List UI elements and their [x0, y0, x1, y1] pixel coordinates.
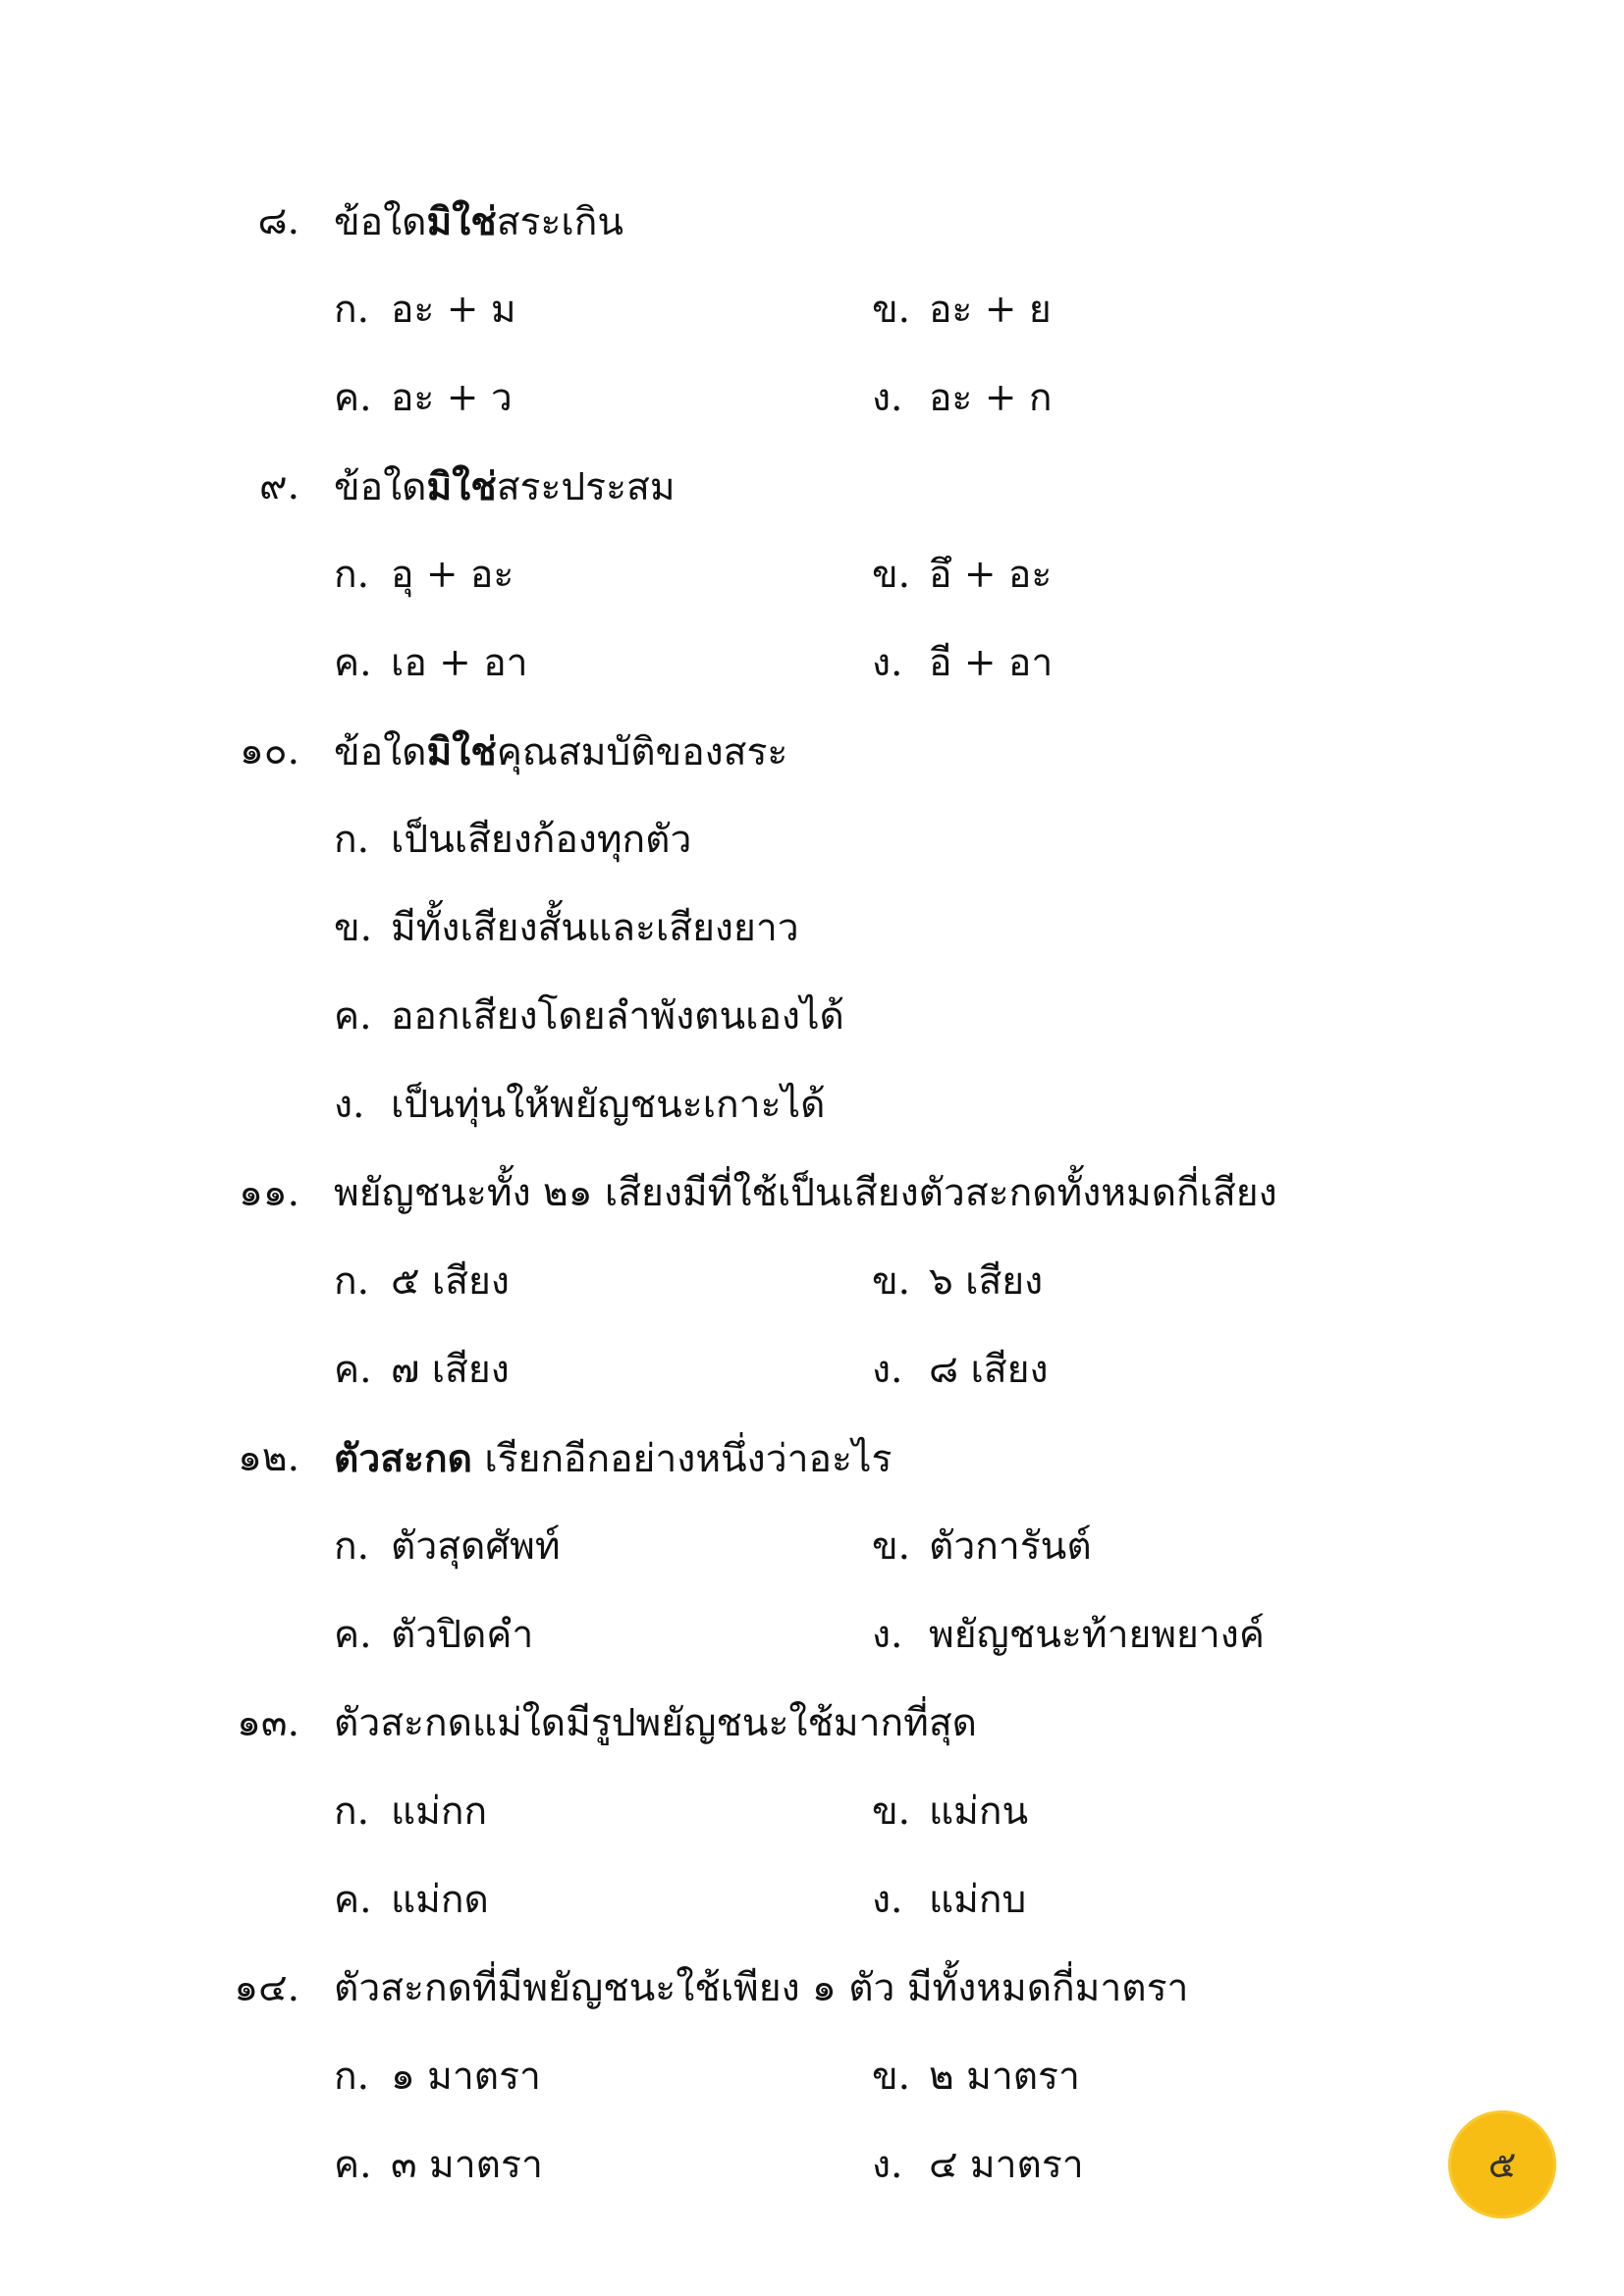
option-text: ออกเสียงโดยลำพังตนเองได้: [391, 994, 844, 1039]
question-text-pre: ข้อใด: [334, 465, 427, 509]
option-text: แม่กน: [929, 1789, 1029, 1834]
option-text: เป็นทุ่นให้พยัญชนะเกาะได้: [391, 1083, 826, 1127]
option-text: เอ + อา: [391, 641, 528, 685]
option-text: ๗ เสียง: [391, 1348, 510, 1392]
option-text: ๖ เสียง: [929, 1259, 1044, 1304]
option-label: ง.: [872, 376, 903, 420]
question-text-pre: ข้อใด: [334, 200, 427, 244]
option-label: ก.: [334, 2055, 370, 2099]
option-label: ง.: [872, 2143, 903, 2187]
question-text-bold: มิใช่: [426, 199, 497, 244]
question-number: ๑๑.: [239, 1171, 299, 1215]
question-text-post: คุณสมบัติของสระ: [496, 730, 788, 774]
option-label: ข.: [334, 906, 373, 950]
question-number: ๑๔.: [234, 1966, 299, 2010]
option-label: ข.: [872, 1259, 911, 1304]
option-text: แม่กก: [391, 1789, 488, 1834]
option-label: ก.: [334, 1524, 370, 1569]
option-text: ๕ เสียง: [391, 1259, 510, 1304]
option-label: ก.: [334, 1259, 370, 1304]
question-text-post: สระเกิน: [496, 200, 623, 244]
option-label: ค.: [334, 641, 372, 685]
option-text: ๑ มาตรา: [391, 2055, 541, 2099]
question-text: [334, 1961, 1188, 2016]
question-text: [334, 194, 623, 250]
question-text-pre: ข้อใด: [334, 730, 427, 774]
option-text: อี + อา: [929, 641, 1054, 685]
option-text: ตัวปิดคำ: [391, 1613, 534, 1657]
option-label: ข.: [872, 288, 911, 332]
question-text-bold: มิใช่: [426, 729, 497, 774]
option-text: ตัวสุดศัพท์: [391, 1524, 561, 1569]
option-label: ก.: [334, 818, 370, 862]
question-number: ๘.: [257, 199, 299, 243]
option-label: ข.: [872, 1789, 911, 1834]
question-number: ๙.: [259, 464, 299, 508]
question-text: [334, 1431, 892, 1487]
question-text-pre: ตัวสะกดที่มีพยัญชนะใช้เพียง ๑ ตัว มีทั้งหมดกี่มาตรา: [334, 1966, 1189, 2010]
question-text-pre: พยัญชนะทั้ง ๒๑ เสียงมีที่ใช้เป็นเสียงตัวสะกดทั้งหมดกี่เสียง: [334, 1171, 1277, 1215]
page-number-badge: [1448, 2110, 1556, 2218]
option-label: ค.: [334, 1348, 372, 1392]
question-number: ๑๓.: [237, 1701, 299, 1745]
question-text: [334, 1166, 1277, 1221]
option-label: ข.: [872, 2055, 911, 2099]
question-text-bold: มิใช่: [426, 464, 497, 509]
option-label: ค.: [334, 1613, 372, 1657]
option-text: ๘ เสียง: [929, 1348, 1049, 1392]
option-text: อะ + ม: [391, 288, 516, 332]
option-label: ค.: [334, 1878, 372, 1922]
option-text: อะ + ย: [929, 288, 1052, 332]
option-label: ค.: [334, 994, 372, 1039]
option-label: ง.: [872, 1348, 903, 1392]
option-label: ข.: [872, 553, 911, 597]
question-text-pre: ตัวสะกดแม่ใดมีรูปพยัญชนะใช้มากที่สุด: [334, 1701, 977, 1745]
option-text: แม่กบ: [929, 1878, 1027, 1922]
option-label: ค.: [334, 376, 372, 420]
question-text-post: เรียกอีกอย่างหนึ่งว่าอะไร: [471, 1437, 893, 1481]
option-text: อุ + อะ: [391, 553, 514, 597]
option-text: อะ + ก: [929, 376, 1053, 420]
option-label: ง.: [872, 641, 903, 685]
option-label: ง.: [872, 1878, 903, 1922]
option-text: มีทั้งเสียงสั้นและเสียงยาว: [391, 906, 799, 950]
question-text-bold: ตัวสะกด: [334, 1436, 472, 1481]
question-number: ๑๐.: [240, 729, 299, 774]
option-label: ข.: [872, 1524, 911, 1569]
option-text: อึ + อะ: [929, 553, 1053, 597]
option-text: ตัวการันต์: [929, 1524, 1092, 1569]
option-label: ก.: [334, 553, 370, 597]
option-text: ๔ มาตรา: [929, 2143, 1084, 2187]
option-text: อะ + ว: [391, 376, 513, 420]
question-text-post: สระประสม: [496, 465, 676, 509]
question-text: [334, 724, 787, 780]
question-text: [334, 459, 676, 515]
option-text: ๓ มาตรา: [391, 2143, 543, 2187]
question-text: [334, 1696, 977, 1751]
option-text: ๒ มาตรา: [929, 2055, 1080, 2099]
option-label: ค.: [334, 2143, 372, 2187]
question-number: ๑๒.: [238, 1436, 299, 1480]
option-text: เป็นเสียงก้องทุกตัว: [391, 818, 692, 862]
option-label: ง.: [334, 1083, 365, 1127]
option-label: ก.: [334, 288, 370, 332]
option-text: แม่กด: [391, 1878, 489, 1922]
option-text: พยัญชนะท้ายพยางค์: [929, 1613, 1265, 1657]
page-number: ๕: [1488, 2143, 1517, 2186]
option-label: ก.: [334, 1789, 370, 1834]
option-label: ง.: [872, 1613, 903, 1657]
